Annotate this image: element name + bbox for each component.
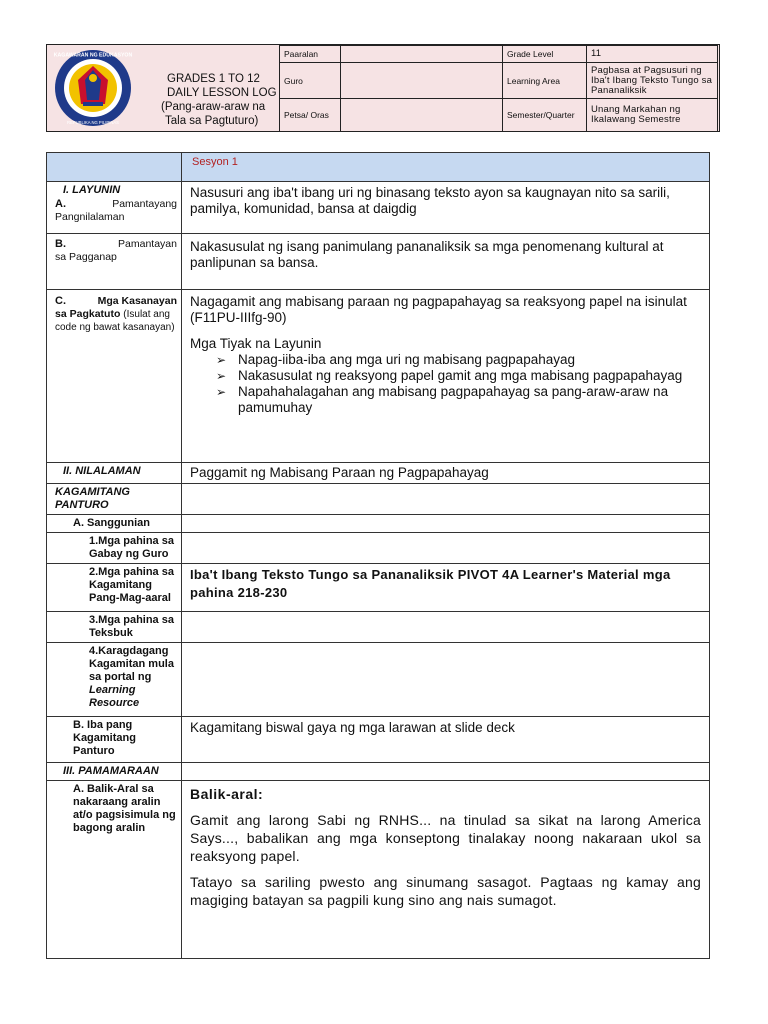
session-blank-cell — [47, 153, 182, 182]
balik-aral-para2: Tatayo sa sariling pwesto ang sinumang sasagot. Pagtaas ng kamay ang magiging batayan sa pagpili kung sino ang nais sumagot. — [190, 874, 701, 908]
item4-value — [182, 643, 710, 717]
header-block — [46, 44, 720, 132]
nilalaman-heading: II. NILALAMAN — [63, 465, 141, 477]
layunin-b-label-2: sa Pagganap — [55, 251, 117, 263]
deped-seal-icon — [53, 48, 133, 128]
item2-label: 2.Mga pahina sa Kagamitang Pang-Mag-aaral — [89, 566, 174, 604]
sanggunian-label-cell — [47, 515, 182, 533]
item4-label-cell — [47, 643, 182, 717]
nilalaman-text: Paggamit ng Mabisang Paraan ng Pagpapahayag — [182, 463, 710, 484]
paaralan-value — [341, 46, 503, 63]
pamamaraan-heading: III. PAMAMARAAN — [63, 765, 159, 777]
item1-label-cell — [47, 533, 182, 564]
layunin-b-label-1: Pamantayan — [118, 238, 177, 250]
nilalaman-label-cell — [47, 463, 182, 484]
paaralan-label: Paaralan — [280, 46, 341, 63]
pamamaraan-blank-cell — [182, 763, 710, 781]
title-line-3: (Pang-araw-araw na — [161, 101, 266, 113]
layunin-c-letter: C. — [55, 295, 66, 307]
semester-label: Semester/Quarter — [503, 99, 587, 132]
session-label: Sesyon 1 — [182, 153, 710, 182]
balik-aral-label-cell — [47, 781, 182, 959]
balik-aral-para1: Gamit ang larong Sabi ng RNHS... na tinulad sa sikat na larong America Says..., babalikan ang mga konseptong tinalakay noong nakaraan ukol sa reaksyong papel. — [190, 812, 701, 864]
title-line-1: GRADES 1 TO 12 — [167, 73, 260, 85]
list-item: ➢ Napahahalagahan ang mabisang pagpapahayag sa pang-araw-araw na pamumuhay — [216, 384, 701, 416]
layunin-b-row — [55, 238, 177, 251]
layunin-c-label-2: sa Pagkatuto — [55, 308, 121, 320]
learning-area-value: Pagbasa at Pagsusuri ng Iba't Ibang Teksto Tungo sa Pananaliksik — [587, 63, 718, 99]
list-item: ➢ Nakasusulat ng reaksyong papel gamit ang mga mabisang pagpapahayag — [216, 368, 701, 384]
guro-label: Guro — [280, 63, 341, 99]
layunin-c-label-cell — [47, 290, 182, 463]
item4-label-2: Learning Resource — [89, 684, 140, 709]
layunin-c-row — [55, 295, 177, 308]
pamamaraan-label-cell — [47, 763, 182, 781]
item2-value: Iba't Ibang Teksto Tungo sa Pananaliksik PIVOT 4A Learner's Material mga pahina 218-230 — [182, 564, 710, 612]
item1-value — [182, 533, 710, 564]
iba-pang-label-cell — [47, 717, 182, 763]
layunin-b-label-cell — [47, 234, 182, 290]
item4-label-1: 4.Karagdagang Kagamitan mula sa portal ng — [89, 645, 174, 683]
sanggunian-label: A. Sanggunian — [73, 517, 150, 529]
layunin-b-text: Nakasusulat ng isang panimulang pananaliksik sa mga penomenang kultural at panlipunan sa bansa. — [182, 234, 710, 290]
layunin-c-label-1: Mga Kasanayan — [97, 295, 177, 307]
semester-value: Unang Markahan ng Ikalawang Semestre — [587, 99, 718, 132]
grade-level-value: 11 — [587, 46, 718, 63]
layunin-c-sub-heading: Mga Tiyak na Layunin — [190, 336, 322, 351]
title-line-2: DAILY LESSON LOG — [167, 87, 277, 99]
lesson-log-table — [46, 152, 710, 959]
list-item: ➢ Napag-iiba-iba ang mga uri ng mabisang pagpapahayag — [216, 352, 701, 368]
layunin-a-text: Nasusuri ang iba't ibang uri ng binasang teksto ayon sa kaugnayan nito sa sarili, pamilya, komunidad, bansa at daigdig — [182, 182, 710, 234]
petsa-value — [341, 99, 503, 132]
petsa-label: Petsa/ Oras — [280, 99, 341, 132]
sanggunian-blank-cell — [182, 515, 710, 533]
layunin-c-label-note: (Isulat ang code ng bawat kasanayan) — [55, 309, 175, 333]
layunin-a-letter: A. — [55, 198, 66, 210]
layunin-a-label-cell — [47, 182, 182, 234]
item3-value — [182, 612, 710, 643]
item3-label-cell — [47, 612, 182, 643]
seal-bottom-text: REPUBLIKA NG PILIPINAS — [67, 120, 119, 125]
layunin-a-row — [55, 198, 177, 211]
iba-pang-value: Kagamitang biswal gaya ng mga larawan at slide deck — [182, 717, 710, 763]
grade-level-label: Grade Level — [503, 46, 587, 63]
balik-aral-title: Balik-aral: — [190, 786, 264, 802]
guro-value — [341, 63, 503, 99]
kagamitan-label-cell — [47, 484, 182, 515]
layunin-heading: I. LAYUNIN — [63, 184, 121, 196]
item2-label-cell — [47, 564, 182, 612]
layunin-c-text: Nagagamit ang mabisang paraan ng pagpapahayag sa reaksyong papel na isinulat (F11PU-IIIfg-90) — [190, 294, 687, 325]
balik-aral-label: A. Balik-Aral sa nakaraang aralin at/o pagsisimula ng bagong aralin — [73, 783, 176, 834]
balik-aral-content — [182, 781, 710, 959]
kagamitan-heading: KAGAMITANG PANTURO — [55, 486, 130, 511]
kagamitan-blank-cell — [182, 484, 710, 515]
layunin-a-label-1: Pamantayang — [112, 198, 177, 210]
layunin-b-letter: B. — [55, 238, 66, 250]
layunin-c-content — [182, 290, 710, 463]
layunin-c-list — [190, 352, 701, 416]
header-info-table — [279, 45, 718, 132]
iba-pang-label: B. Iba pang Kagamitang Panturo — [73, 719, 136, 757]
title-line-4: Tala sa Pagtuturo) — [165, 115, 259, 127]
layunin-a-label-2: Pangnilalaman — [55, 211, 125, 223]
item1-label: 1.Mga pahina sa Gabay ng Guro — [89, 535, 174, 560]
item3-label: 3.Mga pahina sa Teksbuk — [89, 614, 174, 639]
learning-area-label: Learning Area — [503, 63, 587, 99]
seal-top-text: KAGAWARAN NG EDUKASYON — [53, 52, 133, 59]
